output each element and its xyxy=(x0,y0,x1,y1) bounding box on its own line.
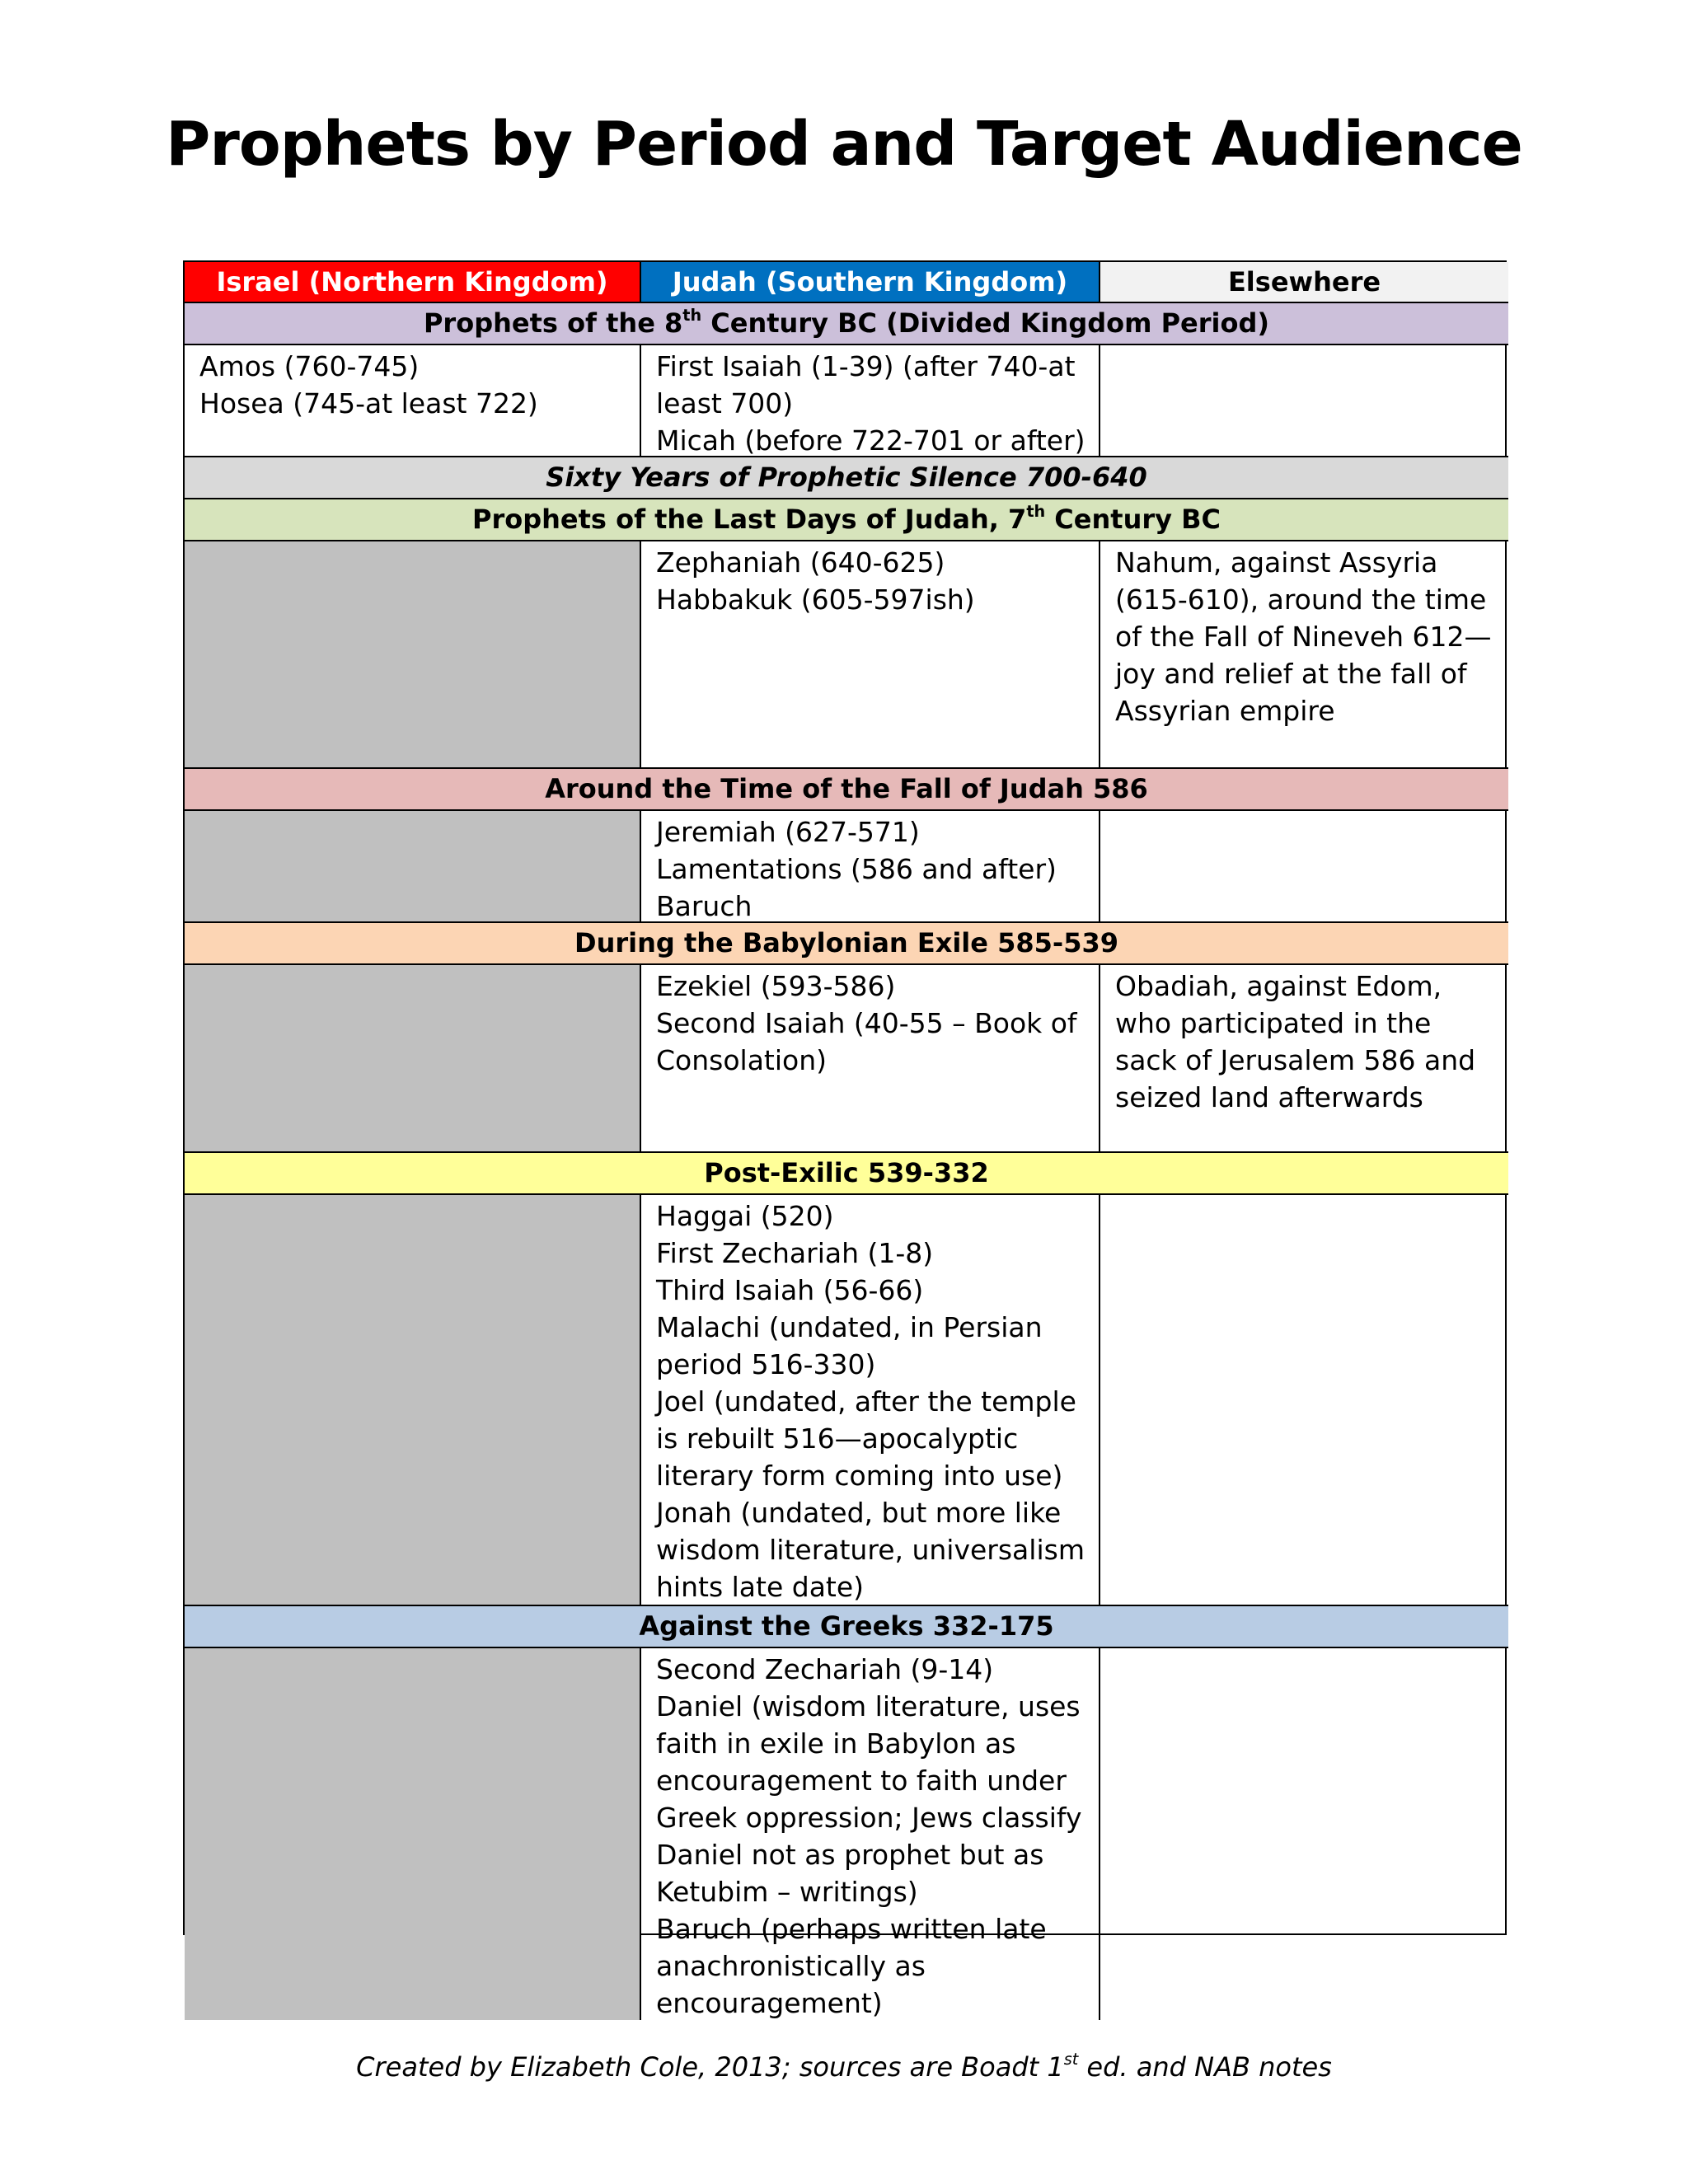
cell-elsewhere xyxy=(1100,1195,1508,1606)
column-header-elsewhere: Elsewhere xyxy=(1100,262,1508,303)
footer-superscript: st xyxy=(1063,2050,1079,2069)
column-header-judah: Judah (Southern Kingdom) xyxy=(641,262,1100,303)
period-heading xyxy=(185,499,1508,541)
period-heading-superscript: th xyxy=(1026,502,1046,522)
cell-judah xyxy=(641,1648,1100,2020)
prophet-entry: Jonah (undated, but more like wisdom literature, universalism hints late date) xyxy=(656,1497,1085,1603)
period-heading-text-end: Century BC (Divided Kingdom Period) xyxy=(701,307,1270,339)
prophet-entry: Malachi (undated, in Persian period 516-330) xyxy=(656,1311,1043,1380)
cell-judah xyxy=(641,965,1100,1153)
period-heading-text: Around the Time of the Fall of Judah 586 xyxy=(545,773,1148,804)
period-heading-text-end: Century BC xyxy=(1045,504,1221,535)
prophet-entry: Obadiah, against Edom, who participated in the sack of Jerusalem 586 and seized land afterwards xyxy=(1115,970,1476,1113)
cell-israel xyxy=(185,1648,641,2020)
cell-israel xyxy=(185,965,641,1153)
prophet-entry: Baruch (perhaps written late anachronistically as encouragement) xyxy=(656,1913,1047,2019)
prophet-entry: Hosea (745-at least 722) xyxy=(199,387,538,419)
prophet-entry: Third Isaiah (56-66) xyxy=(656,1274,924,1306)
period-heading xyxy=(185,769,1508,811)
prophet-entry: Habbakuk (605-597ish) xyxy=(656,583,975,616)
prophet-entry: Nahum, against Assyria (615-610), around the time of the Fall of Nineveh 612—joy and relief at the fall of Assyrian empire xyxy=(1115,546,1492,727)
prophet-entry: Ezekiel (593-586) xyxy=(656,970,896,1002)
prophet-entry: Micah (before 722-701 or after) xyxy=(656,424,1085,457)
prophet-entry: Baruch xyxy=(656,890,753,922)
column-header-israel: Israel (Northern Kingdom) xyxy=(185,262,641,303)
period-heading-text: During the Babylonian Exile 585-539 xyxy=(574,927,1118,958)
cell-israel xyxy=(185,345,641,457)
period-heading-text: Prophets of the Last Days of Judah, 7 xyxy=(471,504,1027,535)
prophet-entry: Daniel (wisdom literature, uses faith in exile in Babylon as encouragement to faith under Greek oppression; Jews classify Daniel not as prophet but as Ketubim – writings) xyxy=(656,1690,1082,1908)
page-title: Prophets by Period and Target Audience xyxy=(166,109,1522,180)
cell-elsewhere xyxy=(1100,811,1508,923)
cell-elsewhere xyxy=(1100,965,1508,1153)
cell-judah xyxy=(641,811,1100,923)
prophet-entry: Second Isaiah (40-55 – Book of Consolation) xyxy=(656,1007,1077,1076)
prophet-entry: Lamentations (586 and after) xyxy=(656,853,1057,885)
prophet-entry: Jeremiah (627-571) xyxy=(656,816,920,848)
period-heading xyxy=(185,303,1508,345)
prophets-table xyxy=(183,260,1507,2019)
cell-judah xyxy=(641,541,1100,769)
prophet-entry: First Isaiah (1-39) (after 740-at least 700) xyxy=(656,350,1076,419)
period-heading-text: Post-Exilic 539-332 xyxy=(704,1157,989,1188)
cell-elsewhere xyxy=(1100,1648,1508,2020)
period-heading-text: Prophets of the 8 xyxy=(423,307,683,339)
footer-text: Created by Elizabeth Cole, 2013; sources are Boadt 1 xyxy=(356,2051,1064,2083)
period-heading xyxy=(185,457,1508,499)
prophet-entry: Joel (undated, after the temple is rebuilt 516—apocalyptic literary form coming into use) xyxy=(656,1385,1076,1492)
footer-text-end: ed. and NAB notes xyxy=(1078,2051,1332,2083)
cell-israel xyxy=(185,1195,641,1606)
cell-judah xyxy=(641,1195,1100,1606)
prophet-entry: Zephaniah (640-625) xyxy=(656,546,945,579)
cell-israel xyxy=(185,811,641,923)
cell-judah xyxy=(641,345,1100,457)
cell-elsewhere xyxy=(1100,541,1508,769)
cell-elsewhere xyxy=(1100,345,1508,457)
period-heading xyxy=(185,923,1508,965)
prophet-entry: Amos (760-745) xyxy=(199,350,420,382)
prophet-entry: Haggai (520) xyxy=(656,1200,834,1232)
period-heading-superscript: th xyxy=(682,306,702,326)
period-heading xyxy=(185,1606,1508,1648)
footer-credit xyxy=(0,2049,1688,2085)
cell-israel xyxy=(185,541,641,769)
prophet-entry: Second Zechariah (9-14) xyxy=(656,1653,994,1685)
prophet-entry: First Zechariah (1-8) xyxy=(656,1237,934,1269)
period-heading-text: Sixty Years of Prophetic Silence 700-640 xyxy=(546,462,1147,493)
period-heading xyxy=(185,1153,1508,1195)
period-heading-text: Against the Greeks 332-175 xyxy=(639,1610,1054,1642)
